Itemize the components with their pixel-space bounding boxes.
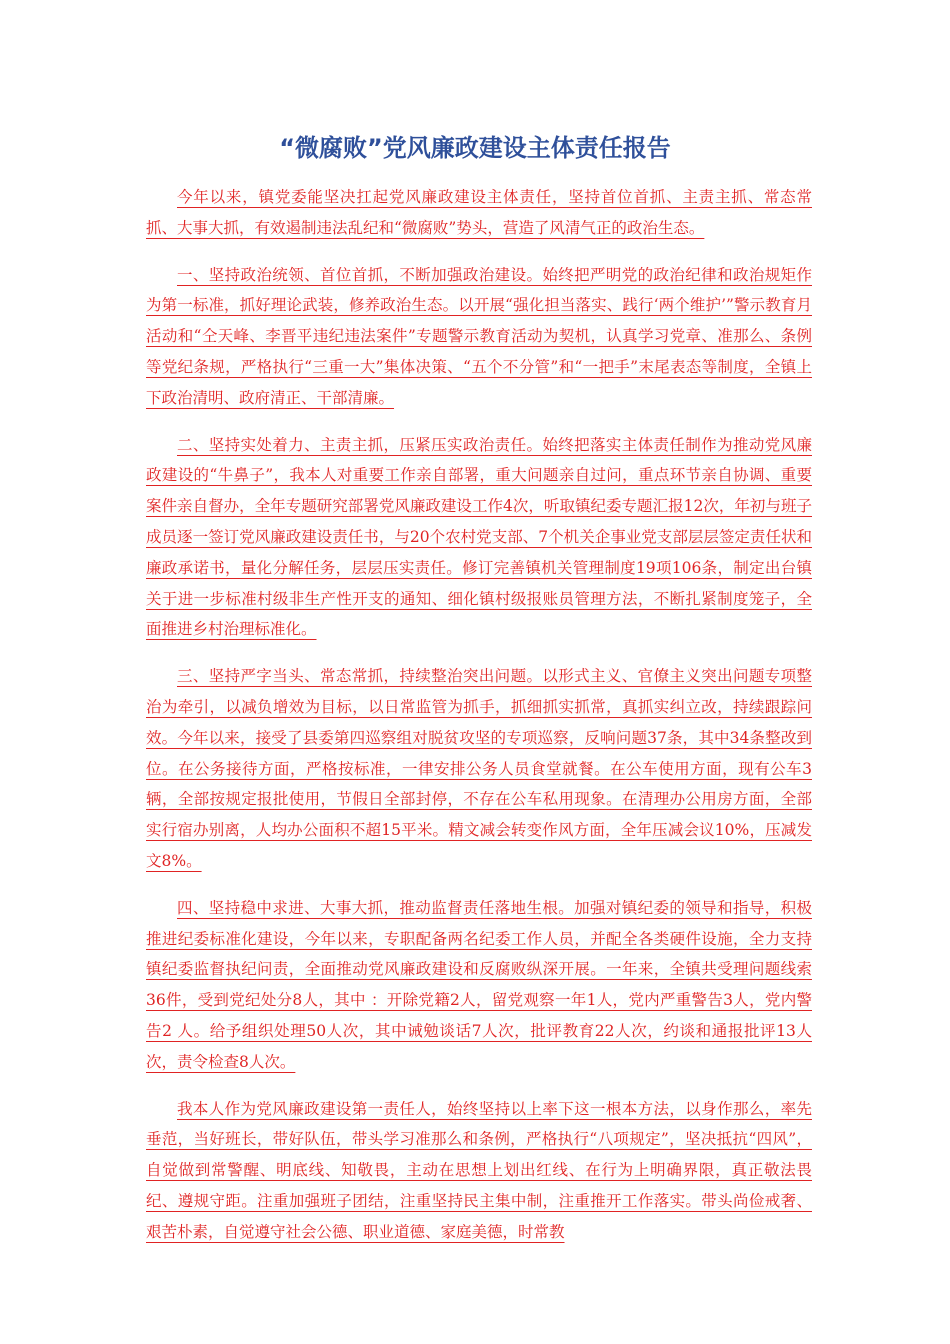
paragraph-text: 四、坚持稳中求进、大事大抓，推动监督责任落地生根。加强对镇纪委的领导和指导，积极推进纪委标准化建设，今年以来，专职配备两名纪委工作人员，并配全各类硬件设施，全力支持镇纪委监督执纪问责，全面推动党风廉政建设和反腐败纵深开展。一年来，全镇共受理问题线索36件，受到党纪处分8人，其中 ：开除党籍2人，留党观察一年1人，党内严重警告3人，党内警告2 人。给予组织处理50人次，其中诫勉谈话7人次，批评教育22人次，约谈和通报批评13人次，责令检查8人次。 (146, 898, 812, 1071)
paragraph-rectify-problems (146, 661, 812, 877)
document-body (146, 182, 812, 1264)
paragraph-text: 一、坚持政治统领、首位首抓，不断加强政治建设。始终把严明党的政治纪律和政治规矩作为第一标准，抓好理论武装，修养政治生态。以开展“强化担当落实、践行‘两个维护’”警示教育月活动和“仝天峰、李晋平违纪违法案件”专题警示教育活动为契机，认真学习党章、准那么、条例等党纪条规，严格执行“三重一大”集体决策、“五个不分管”和“一把手”末尾表态等制度，全镇上下政治清明、政府清正、干部清廉。 (146, 265, 812, 407)
paragraph-text: 今年以来，镇党委能坚决扛起党风廉政建设主体责任，坚持首位首抓、主责主抓、常态常抓、大事大抓，有效遏制违法乱纪和“微腐败”势头，营造了风清气正的政治生态。 (146, 188, 812, 237)
document-title: “微腐败”党风廉政建设主体责任报告 (279, 134, 671, 162)
paragraph-supervision (146, 893, 812, 1078)
paragraph-text: 二、坚持实处着力、主责主抓，压紧压实政治责任。始终把落实主体责任制作为推动党风廉政建设的“牛鼻子”，我本人对重要工作亲自部署，重大问题亲自过问，重点环节亲自协调、重要案件亲自督办，全年专题研究部署党风廉政建设工作4次，听取镇纪委专题汇报12次，年初与班子成员逐一签订党风廉政建设责任书，与20个农村党支部、7个机关企事业党支部层层签定责任状和廉政承诺书，量化分解任务，层层压实责任。修订完善镇机关管理制度19项106条，制定出台镇关于进一步标准村级非生产性开支的通知、细化镇村级报账员管理方法，不断扎紧制度笼子，全面推进乡村治理标准化。 (146, 435, 812, 639)
paragraph-text: 三、坚持严字当头、常态常抓，持续整治突出问题。以形式主义、官僚主义突出问题专项整治为牵引，以减负增效为目标，以日常监管为抓手，抓细抓实抓常，真抓实纠立改，持续跟踪问效。今年以来，接受了县委第四巡察组对脱贫攻坚的专项巡察，反响问题37条，其中34条整改到位。在公务接待方面，严格按标准，一律安排公务人员食堂就餐。在公车使用方面，现有公车3辆，全部按规定报批使用，节假日全部封停，不存在公车私用现象。在清理办公用房方面，全部实行宿办别离，人均办公面积不超15平米。精文减会转变作风方面，全年压减会议10%，压减发文8%。 (146, 667, 812, 870)
paragraph-personal-example (146, 1094, 812, 1248)
paragraph-political-construction (146, 260, 812, 414)
paragraph-intro (146, 182, 812, 244)
paragraph-political-responsibility (146, 430, 812, 646)
paragraph-text: 我本人作为党风廉政建设第一责任人，始终坚持以上率下这一根本方法，以身作那么，率先垂范，当好班长，带好队伍，带头学习准那么和条例，严格执行“八项规定”，坚决抵抗“四风”，自觉做到常警醒、明底线、知敬畏，主动在思想上划出红线、在行为上明确界限，真正敬法畏纪、遵规守距。注重加强班子团结，注重坚持民主集中制，注重推开工作落实。带头尚俭戒奢、艰苦朴素，自觉遵守社会公德、职业道德、家庭美德，时常教 (146, 1099, 812, 1241)
